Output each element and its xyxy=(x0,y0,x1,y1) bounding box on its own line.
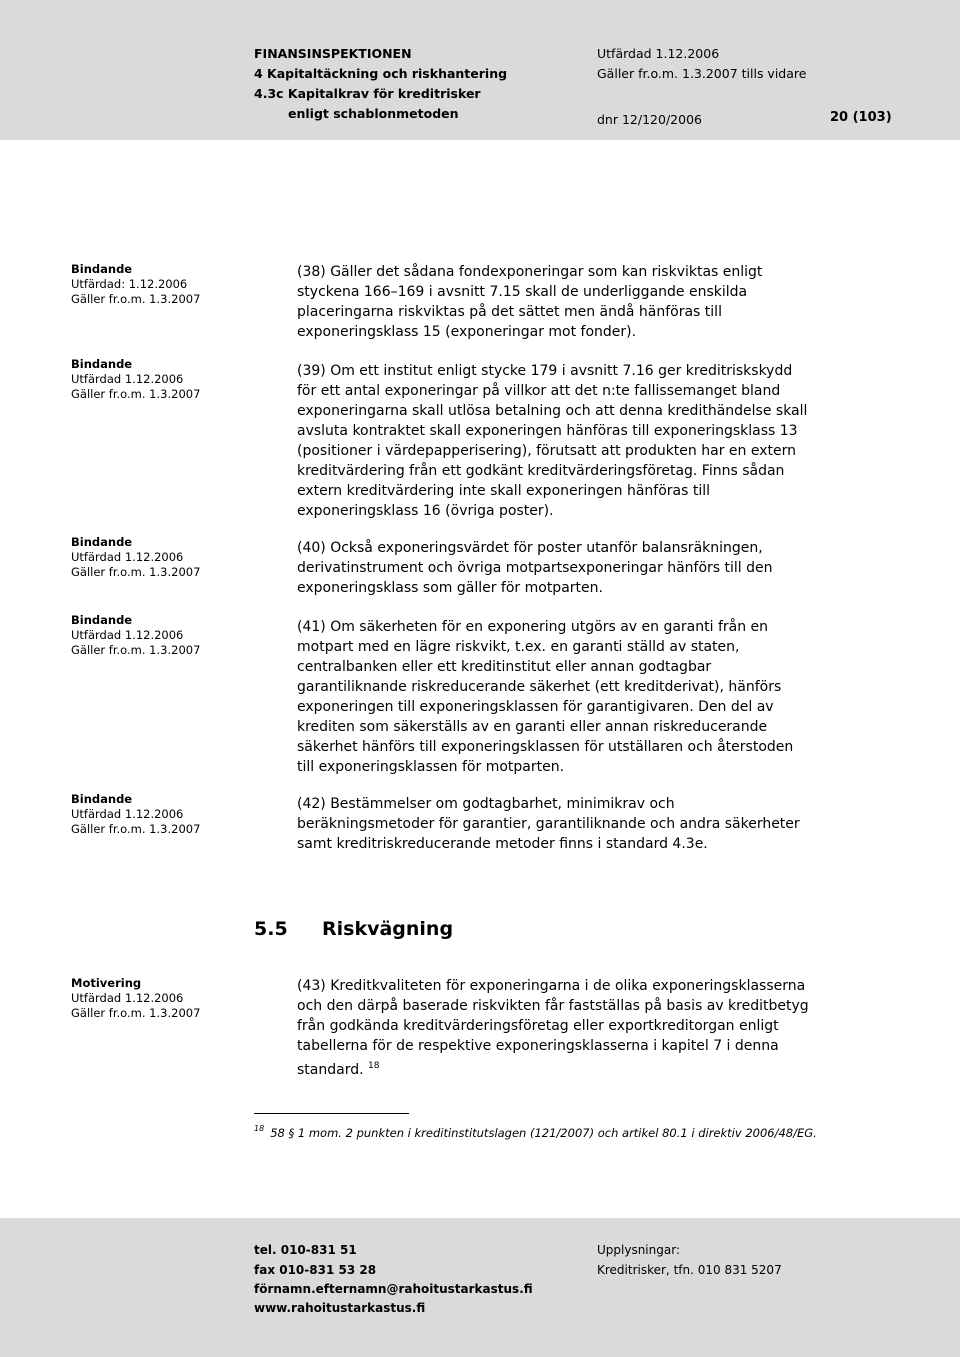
paragraph-line: och den därpå baserade riskvikten får fastställas på basis av kreditbetyg xyxy=(297,998,809,1014)
margin-note xyxy=(71,262,200,307)
paragraph-line-last xyxy=(297,1056,887,1080)
paragraph-line: samt kreditriskreducerande metoder finns i standard 4.3e. xyxy=(297,836,708,852)
footer-fax: fax 010-831 53 28 xyxy=(254,1263,377,1277)
paragraph-line: extern kreditvärdering inte skall exponeringen hänföras till xyxy=(297,483,711,499)
page-footer xyxy=(0,1218,960,1357)
paragraph-42 xyxy=(297,794,887,854)
paragraph-line: exponeringsklass 16 (övriga poster). xyxy=(297,503,554,519)
footnote-divider xyxy=(254,1113,409,1114)
header-subchapter-cont: enligt schablonmetoden xyxy=(288,106,459,121)
header-chapter: 4 Kapitaltäckning och riskhantering xyxy=(254,66,508,81)
footer-website[interactable]: www.rahoitustarkastus.fi xyxy=(254,1301,426,1315)
paragraph-line: krediten som säkerställs av en garanti eller annan riskreducerande xyxy=(297,719,768,735)
margin-note-issued: Utfärdad: 1.12.2006 xyxy=(71,277,188,291)
paragraph-line: till exponeringsklassen för motparten. xyxy=(297,759,565,775)
page-number: 20 (103) xyxy=(830,110,892,125)
paragraph-line: exponeringarna skall utlösa betalning och att denna kredithändelse skall xyxy=(297,403,808,419)
footnote-number: 18 xyxy=(254,1124,265,1133)
paragraph-line: motpart med en lägre riskvikt, t.ex. en garanti ställd av staten, xyxy=(297,639,740,655)
header-org: FINANSINSPEKTIONEN xyxy=(254,46,412,61)
footer-info-label: Upplysningar: xyxy=(597,1243,680,1257)
margin-note-issued: Utfärdad 1.12.2006 xyxy=(71,550,184,564)
paragraph-line: exponeringsklass 15 (exponeringar mot fonder). xyxy=(297,324,637,340)
paragraph-line: derivatinstrument och övriga motpartsexponeringar hänförs till den xyxy=(297,560,773,576)
footer-info-contact: Kreditrisker, tfn. 010 831 5207 xyxy=(597,1263,782,1277)
margin-note xyxy=(71,357,200,402)
paragraph-line: kreditvärdering från ett godkänt kreditvärderingsföretag. Finns sådan xyxy=(297,463,785,479)
section-title: Riskvägning xyxy=(322,918,454,940)
paragraph-line: (43) Kreditkvaliteten för exponeringarna i de olika exponeringsklasserna xyxy=(297,978,806,994)
header-issued: Utfärdad 1.12.2006 xyxy=(597,46,720,61)
header-dnr: dnr 12/120/2006 xyxy=(597,112,702,127)
margin-note xyxy=(71,976,200,1021)
paragraph-line: (40) Också exponeringsvärdet för poster utanför balansräkningen, xyxy=(297,540,763,556)
footer-email[interactable]: förnamn.efternamn@rahoitustarkastus.fi xyxy=(254,1282,533,1296)
paragraph-line-text: standard. xyxy=(297,1062,364,1078)
paragraph-line: (positioner i värdepapperisering), förutsatt att produkten har en extern xyxy=(297,443,796,459)
margin-note-type: Bindande xyxy=(71,613,133,627)
header-valid: Gäller fr.o.m. 1.3.2007 tills vidare xyxy=(597,66,807,81)
section-number: 5.5 xyxy=(254,918,288,940)
paragraph-line: avsluta kontraktet skall exponeringen hänföras till exponeringsklass 13 xyxy=(297,423,798,439)
header-subchapter: 4.3c Kapitalkrav för kreditrisker xyxy=(254,86,481,101)
paragraph-39 xyxy=(297,361,887,521)
margin-note-valid: Gäller fr.o.m. 1.3.2007 xyxy=(71,565,201,579)
paragraph-line: beräkningsmetoder för garantier, garantiliknande och andra säkerheter xyxy=(297,816,800,832)
margin-note-type: Bindande xyxy=(71,357,133,371)
margin-note-type: Bindande xyxy=(71,535,133,549)
paragraph-line: (39) Om ett institut enligt stycke 179 i avsnitt 7.16 ger kreditriskskydd xyxy=(297,363,793,379)
section-heading xyxy=(254,918,453,940)
margin-note-issued: Utfärdad 1.12.2006 xyxy=(71,372,184,386)
margin-note-valid: Gäller fr.o.m. 1.3.2007 xyxy=(71,387,201,401)
margin-note-type: Bindande xyxy=(71,262,133,276)
margin-note-valid: Gäller fr.o.m. 1.3.2007 xyxy=(71,1006,201,1020)
margin-note-valid: Gäller fr.o.m. 1.3.2007 xyxy=(71,292,201,306)
paragraph-line: placeringarna riskviktas på det sättet men ändå hänföras till xyxy=(297,304,722,320)
margin-note-issued: Utfärdad 1.12.2006 xyxy=(71,628,184,642)
paragraph-line: styckena 166–169 i avsnitt 7.15 skall de underliggande enskilda xyxy=(297,284,748,300)
paragraph-line: garantiliknande riskreducerande säkerhet (ett kreditderivat), hänförs xyxy=(297,679,782,695)
page-header xyxy=(0,0,960,140)
margin-note-valid: Gäller fr.o.m. 1.3.2007 xyxy=(71,822,201,836)
paragraph-line: exponeringsklass som gäller för motparten. xyxy=(297,580,603,596)
footnote-reference[interactable]: 18 xyxy=(368,1061,380,1071)
footer-tel: tel. 010-831 51 xyxy=(254,1243,357,1257)
footnote-text: 58 § 1 mom. 2 punkten i kreditinstitutslagen (121/2007) och artikel 80.1 i direktiv 2006/48/EG. xyxy=(270,1126,817,1140)
margin-note-type: Bindande xyxy=(71,792,133,806)
paragraph-line: (42) Bestämmelser om godtagbarhet, minimikrav och xyxy=(297,796,675,812)
paragraph-43 xyxy=(297,976,887,1080)
paragraph-line: säkerhet hänförs till exponeringsklassen för utställaren och återstoden xyxy=(297,739,794,755)
margin-note xyxy=(71,792,200,837)
margin-note xyxy=(71,535,200,580)
paragraph-line: för ett antal exponeringar på villkor att det n:te fallissemanget bland xyxy=(297,383,781,399)
paragraph-line: från godkända kreditvärderingsföretag eller exportkreditorgan enligt xyxy=(297,1018,779,1034)
margin-note-type: Motivering xyxy=(71,976,142,990)
paragraph-line: (41) Om säkerheten för en exponering utgörs av en garanti från en xyxy=(297,619,769,635)
paragraph-40 xyxy=(297,538,887,598)
paragraph-line: (38) Gäller det sådana fondexponeringar som kan riskviktas enligt xyxy=(297,264,763,280)
paragraph-line: tabellerna för de respektive exponeringsklasserna i kapitel 7 i denna xyxy=(297,1038,779,1054)
margin-note-issued: Utfärdad 1.12.2006 xyxy=(71,991,184,1005)
paragraph-41 xyxy=(297,617,887,777)
margin-note xyxy=(71,613,200,658)
paragraph-line: exponeringen till exponeringsklassen för garantigivaren. Den del av xyxy=(297,699,774,715)
margin-note-issued: Utfärdad 1.12.2006 xyxy=(71,807,184,821)
margin-note-valid: Gäller fr.o.m. 1.3.2007 xyxy=(71,643,201,657)
footnote xyxy=(254,1124,817,1140)
paragraph-38 xyxy=(297,262,887,342)
paragraph-line: centralbanken eller ett kreditinstitut eller annan godtagbar xyxy=(297,659,712,675)
